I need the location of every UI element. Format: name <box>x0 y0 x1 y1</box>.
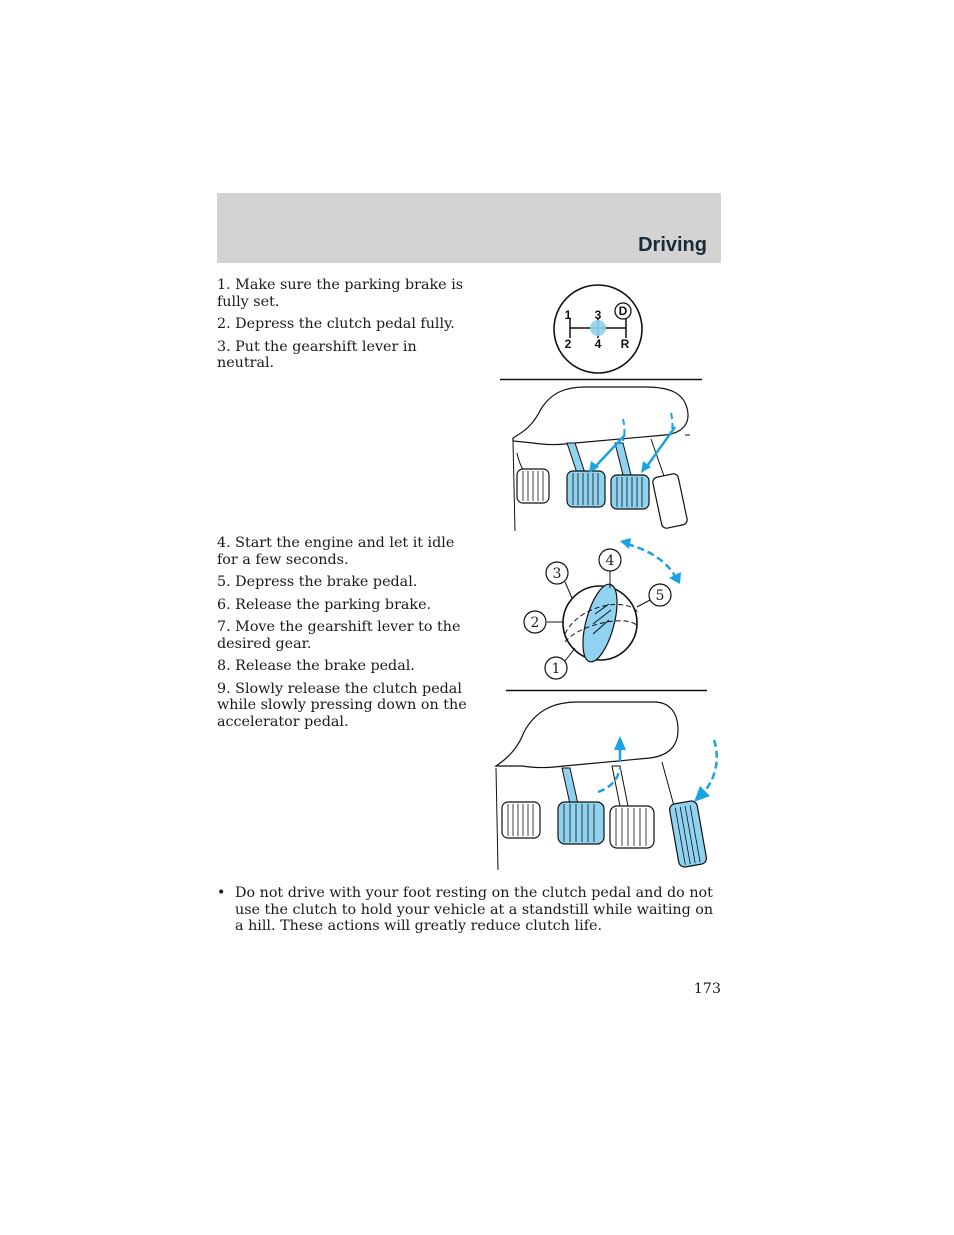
divider-line <box>500 378 702 382</box>
step-item: 7. Move the gearshift lever to the desired gear. <box>217 619 461 652</box>
step-item: 2. Depress the clutch pedal fully. <box>217 316 455 332</box>
step-item: 1. Make sure the parking brake is fully set. <box>217 277 464 310</box>
shift-label: D <box>618 304 628 318</box>
shift-label: 3 <box>594 308 602 322</box>
step-item: 6. Release the parking brake. <box>217 596 432 613</box>
step-item: 3. Put the gearshift lever in neutral. <box>217 338 417 371</box>
steps-list-2 <box>217 535 472 736</box>
shift-label: 1 <box>564 308 572 322</box>
shift-pattern-diagram <box>550 283 646 375</box>
shift-label: 2 <box>564 337 572 351</box>
step-item: 8. Release the brake pedal. <box>217 658 415 674</box>
divider-line <box>506 689 707 693</box>
section-title: Driving <box>638 234 707 256</box>
header-band <box>217 193 721 263</box>
step-item: 5. Depress the brake pedal. <box>217 574 418 590</box>
ignition-position-label: 3 <box>552 566 562 582</box>
bullet-marker: • <box>217 885 226 901</box>
ignition-position-label: 4 <box>605 553 615 569</box>
ignition-position-label: 1 <box>551 661 561 677</box>
page-number: 173 <box>693 981 721 997</box>
ignition-switch-diagram <box>519 544 684 686</box>
step-item: 4. Start the engine and let it idle for a few seconds. <box>217 535 455 568</box>
ignition-position-label: 5 <box>655 588 665 604</box>
pedals-illustration-accelerator <box>494 698 724 872</box>
pedals-illustration-clutch-brake <box>505 383 695 531</box>
ignition-position-label: 2 <box>530 615 540 631</box>
shift-label: R <box>620 337 630 351</box>
note-text: Do not drive with your foot resting on the clutch pedal and do not use the clutch to hold your vehicle at a standstill while waiting on a hill. These actions will greatly reduce clutch life. <box>235 885 714 934</box>
step-item: 9. Slowly release the clutch pedal while slowly pressing down on the accelerator pedal. <box>217 680 467 730</box>
steps-list-1 <box>217 277 472 378</box>
clutch-warning-note <box>217 885 721 935</box>
shift-label: 4 <box>594 337 602 351</box>
